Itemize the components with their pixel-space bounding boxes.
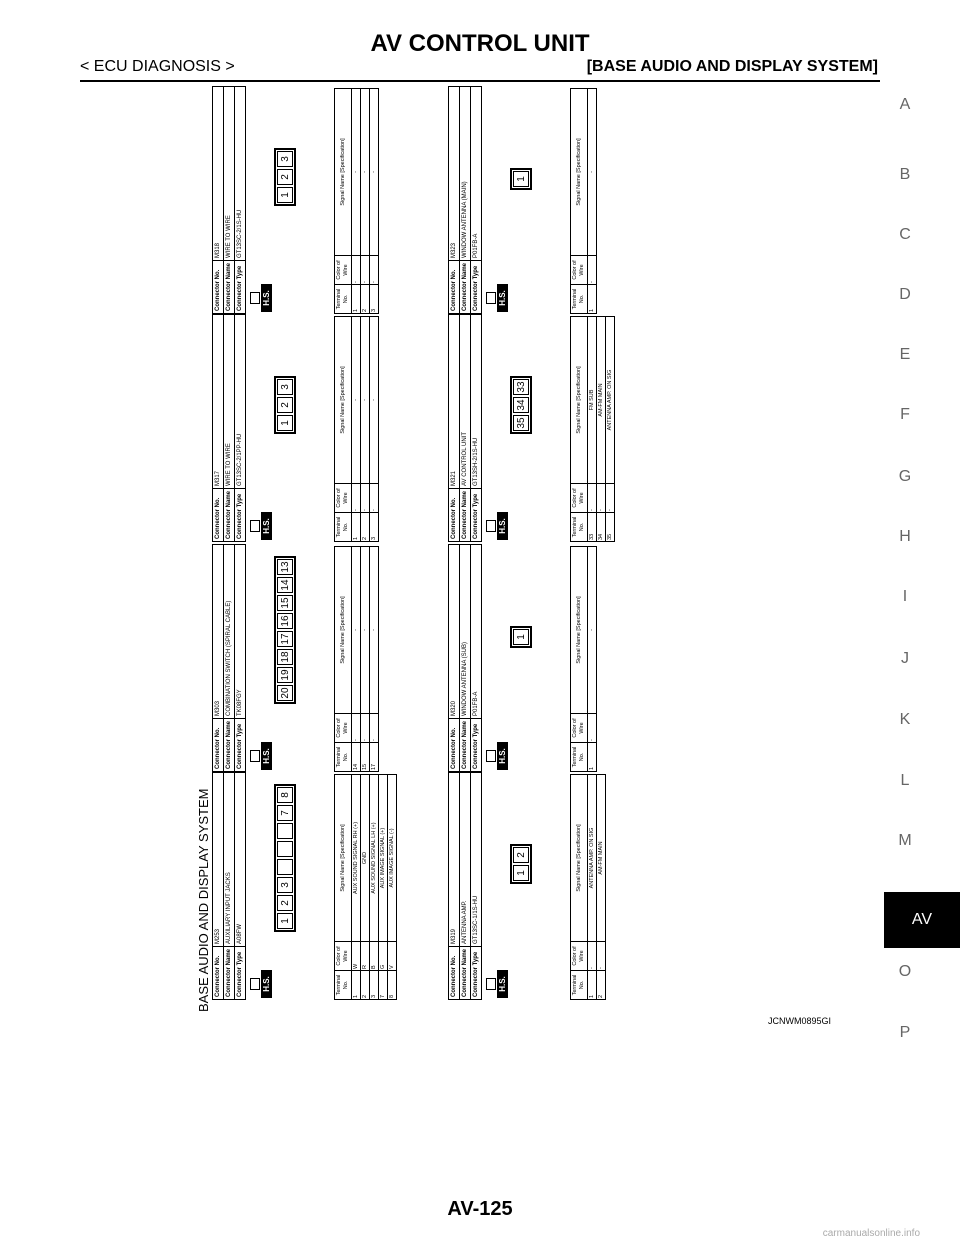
terminal-header: Signal Name [Specification]	[571, 775, 588, 942]
hs-icon	[250, 742, 274, 770]
info-label: Connector No.	[213, 261, 224, 314]
terminal-header: Signal Name [Specification]	[335, 317, 352, 484]
connector-face-icon	[250, 750, 260, 762]
signal-name: -	[352, 89, 361, 256]
wire-color: -	[588, 484, 597, 513]
table-row	[361, 89, 370, 314]
signal-name: ANTENNA AMP. ON SIG	[606, 317, 615, 484]
pin-cell: 7	[277, 805, 293, 821]
info-label: Connector No.	[449, 261, 460, 314]
connector-info-table	[212, 86, 246, 314]
table-row	[352, 317, 361, 542]
connector-info-table	[212, 544, 246, 772]
terminal-no: 3	[370, 513, 379, 542]
info-value: M317	[213, 315, 224, 489]
table-row	[606, 317, 615, 542]
section-letter-b[interactable]: B	[899, 166, 911, 183]
table-row	[370, 89, 379, 314]
info-label: Connector Name	[224, 947, 235, 1000]
info-label: Connector Type	[235, 947, 246, 1000]
info-value: COMBINATION SWITCH (SPIRAL CABLE)	[224, 545, 235, 719]
connector-pin-face	[274, 556, 296, 704]
wire-color: -	[606, 484, 615, 513]
section-letter-i[interactable]: I	[902, 588, 908, 605]
section-letter-o[interactable]: O	[898, 963, 912, 980]
pin-cell: 16	[277, 613, 293, 629]
info-value: WINDOW ANTENNA (SUB)	[460, 545, 471, 719]
terminal-header: Signal Name [Specification]	[335, 775, 352, 942]
table-row	[388, 775, 397, 1000]
connector-face-icon	[486, 520, 496, 532]
signal-name: -	[352, 547, 361, 714]
pin-cell: 18	[277, 649, 293, 665]
pin-cell: 3	[277, 379, 293, 395]
hs-icon	[486, 512, 510, 540]
connector-info-table	[448, 772, 482, 1000]
section-letter-m[interactable]: M	[898, 832, 912, 849]
table-row	[370, 317, 379, 542]
hs-icon	[486, 742, 510, 770]
pin-cell: 1	[277, 415, 293, 431]
info-value: A08FW	[235, 773, 246, 947]
wire-color: -	[352, 256, 361, 285]
connector-pin-face	[510, 844, 532, 884]
terminal-header: Signal Name [Specification]	[335, 547, 352, 714]
pin-cell: 3	[277, 151, 293, 167]
table-row	[370, 775, 379, 1000]
signal-name: -	[588, 547, 597, 714]
table-row	[597, 775, 606, 1000]
terminal-no: 7	[379, 971, 388, 1000]
terminal-no: 17	[370, 743, 379, 772]
terminal-table	[334, 546, 379, 772]
terminal-header: Terminal No.	[571, 285, 588, 314]
wire-color: -	[588, 714, 597, 743]
info-label: Connector Name	[460, 947, 471, 1000]
pin-cell: 33	[513, 379, 529, 395]
wire-color: -	[370, 714, 379, 743]
info-label: Connector Type	[471, 719, 482, 772]
page-title: AV CONTROL UNIT	[370, 30, 590, 57]
table-row	[352, 547, 361, 772]
pin-cell: 2	[277, 895, 293, 911]
table-row	[597, 317, 606, 542]
terminal-table	[334, 316, 379, 542]
info-label: Connector Type	[471, 947, 482, 1000]
terminal-no: 33	[588, 513, 597, 542]
terminal-table	[570, 88, 597, 314]
signal-name: -	[588, 89, 597, 256]
terminal-header: Signal Name [Specification]	[571, 89, 588, 256]
terminal-no: 1	[352, 971, 361, 1000]
terminal-header: Terminal No.	[335, 285, 352, 314]
info-label: Connector Type	[235, 489, 246, 542]
terminal-header: Color of Wire	[335, 256, 352, 285]
connector-pin-face	[274, 376, 296, 434]
terminal-table	[570, 774, 606, 1000]
watermark: carmanualsonline.info	[822, 1228, 920, 1239]
info-label: Connector Type	[471, 261, 482, 314]
info-label: Connector Type	[471, 489, 482, 542]
table-row	[361, 547, 370, 772]
pin-cell: 2	[277, 169, 293, 185]
terminal-header: Color of Wire	[335, 942, 352, 971]
connector-pin-face	[274, 148, 296, 206]
wire-color: -	[588, 256, 597, 285]
terminal-table	[570, 316, 615, 542]
connector-info-table	[448, 314, 482, 542]
pin-cell: 1	[513, 171, 529, 187]
info-label: Connector No.	[213, 947, 224, 1000]
info-value: ANTENNA AMP.	[460, 773, 471, 947]
page-number: AV-125	[447, 1198, 513, 1220]
terminal-header: Terminal No.	[335, 513, 352, 542]
connector-face-icon	[486, 292, 496, 304]
terminal-no: 1	[588, 743, 597, 772]
info-value: TK08FGY	[235, 545, 246, 719]
info-value: M303	[213, 545, 224, 719]
table-row	[370, 547, 379, 772]
pin-cell: 35	[513, 415, 529, 431]
info-value: M323	[449, 87, 460, 261]
hs-label: H.S.	[497, 284, 508, 312]
info-value: M318	[213, 87, 224, 261]
hs-label: H.S.	[261, 512, 272, 540]
wire-color: -	[352, 714, 361, 743]
info-value: WIRE TO WIRE	[224, 87, 235, 261]
table-row	[588, 775, 597, 1000]
table-row	[352, 89, 361, 314]
table-row	[361, 775, 370, 1000]
connector-info-table	[448, 544, 482, 772]
header-rule	[80, 80, 880, 82]
info-label: Connector Name	[224, 719, 235, 772]
pin-cell: 2	[513, 847, 529, 863]
connector-pin-face	[274, 784, 296, 932]
table-row	[352, 775, 361, 1000]
info-label: Connector Name	[460, 489, 471, 542]
pin-cell: 17	[277, 631, 293, 647]
hs-label: H.S.	[497, 512, 508, 540]
connector-m320	[448, 544, 681, 772]
terminal-no: 35	[606, 513, 615, 542]
connector-info-table	[212, 772, 246, 1000]
info-value: M253	[213, 773, 224, 947]
pin-cell: 20	[277, 685, 293, 701]
hs-icon	[250, 970, 274, 998]
table-row	[588, 317, 597, 542]
wire-color: -	[588, 942, 597, 971]
section-letter-e[interactable]: E	[899, 346, 911, 363]
signal-name: GND	[361, 775, 370, 942]
terminal-no: 2	[361, 971, 370, 1000]
section-letter-c[interactable]: C	[899, 226, 911, 243]
terminal-header: Signal Name [Specification]	[571, 317, 588, 484]
terminal-header: Color of Wire	[571, 942, 588, 971]
section-letter-p[interactable]: P	[899, 1024, 911, 1041]
terminal-header: Signal Name [Specification]	[335, 89, 352, 256]
wire-color: B	[370, 942, 379, 971]
info-label: Connector Name	[224, 261, 235, 314]
connector-info-table	[448, 86, 482, 314]
pin-cell: 14	[277, 577, 293, 593]
terminal-no: 3	[370, 971, 379, 1000]
section-letter-l[interactable]: L	[900, 772, 910, 789]
info-label: Connector No.	[449, 719, 460, 772]
connector-pin-face	[510, 376, 532, 434]
pin-cell: 1	[513, 629, 529, 645]
pin-cell: 2	[277, 397, 293, 413]
signal-name: AUX SOUND SIGNAL LH (+)	[370, 775, 379, 942]
table-row	[361, 317, 370, 542]
figure-code: JCNWM0895GI	[768, 1016, 832, 1026]
hs-icon	[486, 970, 510, 998]
signal-name: -	[361, 317, 370, 484]
signal-name: -	[352, 317, 361, 484]
info-value: GT13SC-2/1PP-HU	[235, 315, 246, 489]
terminal-header: Color of Wire	[571, 714, 588, 743]
wire-color: V	[388, 942, 397, 971]
pin-cell: 34	[513, 397, 529, 413]
connector-m318	[212, 86, 445, 314]
wire-color: -	[352, 484, 361, 513]
info-label: Connector No.	[449, 489, 460, 542]
info-label: Connector Type	[235, 719, 246, 772]
table-row	[588, 89, 597, 314]
connector-m253	[212, 772, 445, 1000]
info-value: P01FB-A	[471, 87, 482, 261]
signal-name: ANTENNA AMP. ON SIG	[588, 775, 597, 942]
connector-m303	[212, 544, 445, 772]
section-letter-h[interactable]: H	[899, 528, 911, 545]
signal-name: AM-FM MAIN	[597, 775, 606, 942]
pin-cell: 1	[513, 865, 529, 881]
wire-color: R	[361, 942, 370, 971]
wire-color: -	[597, 942, 606, 971]
terminal-header: Color of Wire	[335, 714, 352, 743]
connector-m319	[448, 772, 681, 1000]
hs-label: H.S.	[497, 742, 508, 770]
connector-pin-face	[510, 168, 532, 190]
wire-color: -	[370, 256, 379, 285]
info-value: WIRE TO WIRE	[224, 315, 235, 489]
info-value: AV CONTROL UNIT	[460, 315, 471, 489]
terminal-no: 34	[597, 513, 606, 542]
terminal-header: Color of Wire	[571, 484, 588, 513]
terminal-no: 2	[597, 971, 606, 1000]
terminal-table	[570, 546, 597, 772]
section-letter-f[interactable]: F	[900, 406, 910, 423]
pin-cell: 13	[277, 559, 293, 575]
signal-name: -	[370, 317, 379, 484]
signal-name: -	[370, 547, 379, 714]
info-label: Connector Name	[224, 489, 235, 542]
connector-face-icon	[250, 978, 260, 990]
pin-cell	[277, 841, 293, 857]
signal-name: AUX IMAGE SIGNAL (+)	[379, 775, 388, 942]
info-label: Connector Name	[460, 719, 471, 772]
signal-name: FM SUB	[588, 317, 597, 484]
info-label: Connector No.	[213, 489, 224, 542]
terminal-no: 1	[588, 285, 597, 314]
terminal-no: 3	[370, 285, 379, 314]
terminal-table	[334, 88, 379, 314]
section-letter-j[interactable]: J	[901, 650, 909, 667]
system-title: BASE AUDIO AND DISPLAY SYSTEM	[196, 788, 211, 1012]
section-letter-g[interactable]: G	[898, 468, 912, 485]
section-breadcrumb: < ECU DIAGNOSIS >	[80, 58, 235, 75]
terminal-no: 1	[588, 971, 597, 1000]
signal-name: AM-FM MAIN	[597, 317, 606, 484]
terminal-no: 2	[361, 513, 370, 542]
section-tab-av[interactable]: AV	[884, 892, 960, 948]
connector-face-icon	[486, 750, 496, 762]
terminal-header: Terminal No.	[571, 971, 588, 1000]
connector-face-icon	[486, 978, 496, 990]
wire-color: -	[370, 484, 379, 513]
section-letter-d[interactable]: D	[899, 286, 911, 303]
terminal-header: Color of Wire	[335, 484, 352, 513]
pin-cell: 8	[277, 787, 293, 803]
hs-label: H.S.	[261, 742, 272, 770]
terminal-header: Terminal No.	[571, 513, 588, 542]
pin-cell: 3	[277, 877, 293, 893]
terminal-header: Terminal No.	[571, 743, 588, 772]
info-label: Connector Name	[460, 261, 471, 314]
pin-cell: 1	[277, 913, 293, 929]
hs-icon	[486, 284, 510, 312]
terminal-no: 8	[388, 971, 397, 1000]
connector-info-table	[212, 314, 246, 542]
signal-name: -	[361, 89, 370, 256]
pin-cell	[277, 859, 293, 875]
terminal-header: Color of Wire	[571, 256, 588, 285]
signal-name: -	[370, 89, 379, 256]
wire-color: -	[361, 714, 370, 743]
wire-color: -	[597, 484, 606, 513]
info-value: GT13SC-1/1S-HU	[471, 773, 482, 947]
wire-color: -	[361, 256, 370, 285]
info-label: Connector No.	[213, 719, 224, 772]
wire-color: -	[361, 484, 370, 513]
info-value: GT13SH-2/1S-HU	[471, 315, 482, 489]
connector-pin-face	[510, 626, 532, 648]
signal-name: AUX SOUND SIGNAL RH (+)	[352, 775, 361, 942]
wire-color: W	[352, 942, 361, 971]
system-label: [BASE AUDIO AND DISPLAY SYSTEM]	[586, 58, 878, 75]
info-value: P01FB-A	[471, 545, 482, 719]
info-label: Connector No.	[449, 947, 460, 1000]
pin-cell	[277, 823, 293, 839]
table-row	[588, 547, 597, 772]
hs-label: H.S.	[261, 970, 272, 998]
hs-label: H.S.	[261, 284, 272, 312]
pin-cell: 15	[277, 595, 293, 611]
signal-name: AUX IMAGE SIGNAL (-)	[388, 775, 397, 942]
connector-m317	[212, 314, 445, 542]
connector-face-icon	[250, 520, 260, 532]
hs-icon	[250, 284, 274, 312]
section-letter-k[interactable]: K	[899, 711, 911, 728]
terminal-table	[334, 774, 397, 1000]
terminal-no: 2	[361, 285, 370, 314]
signal-name: -	[361, 547, 370, 714]
pin-cell: 1	[277, 187, 293, 203]
terminal-no: 1	[352, 513, 361, 542]
info-value: M319	[449, 773, 460, 947]
pin-cell: 19	[277, 667, 293, 683]
terminal-no: 1	[352, 285, 361, 314]
table-row	[379, 775, 388, 1000]
info-label: Connector Type	[235, 261, 246, 314]
info-value: WINDOW ANTENNA (MAIN)	[460, 87, 471, 261]
terminal-no: 14	[352, 743, 361, 772]
section-letter-a[interactable]: A	[899, 96, 911, 113]
connector-m321	[448, 314, 681, 542]
terminal-header: Terminal No.	[335, 743, 352, 772]
connector-m323	[448, 86, 681, 314]
info-value: GT13SC-2/1S-HU	[235, 87, 246, 261]
info-value: M321	[449, 315, 460, 489]
info-value: AUXILIARY INPUT JACKS	[224, 773, 235, 947]
terminal-header: Signal Name [Specification]	[571, 547, 588, 714]
connector-diagram	[196, 86, 682, 1012]
connector-face-icon	[250, 292, 260, 304]
hs-label: H.S.	[497, 970, 508, 998]
info-value: M320	[449, 545, 460, 719]
terminal-header: Terminal No.	[335, 971, 352, 1000]
hs-icon	[250, 512, 274, 540]
wire-color: G	[379, 942, 388, 971]
terminal-no: 15	[361, 743, 370, 772]
